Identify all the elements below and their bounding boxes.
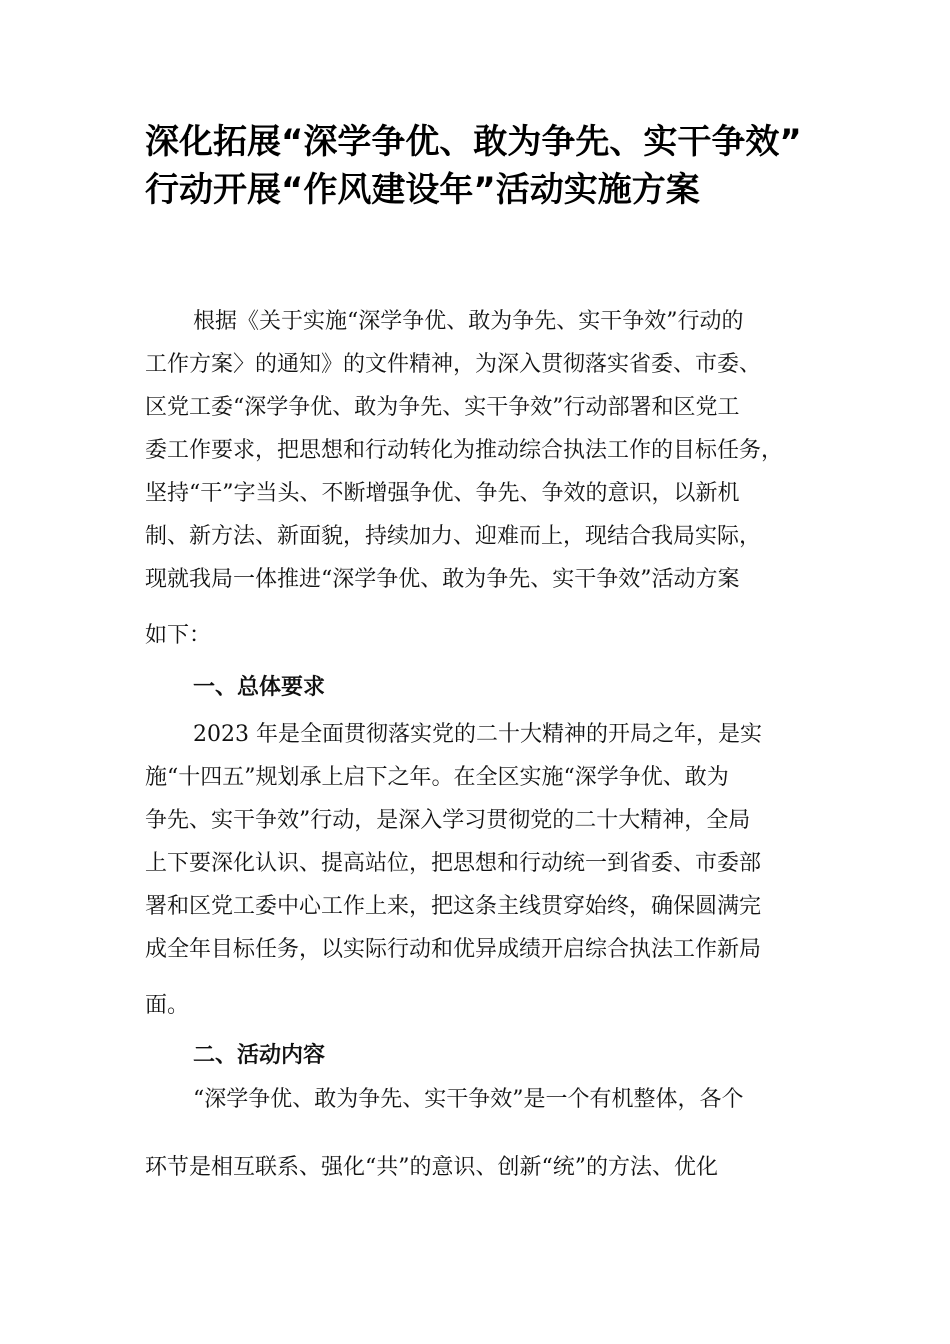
intro-line-5: 坚持“干”字当头、不断增强争优、争先、争效的意识，以新机 xyxy=(145,481,740,506)
section2-line-1: “深学争优、敢为争先、实干争效”是一个有机整体，各个 xyxy=(193,1087,744,1112)
page-title xyxy=(145,118,845,214)
section2-line-2: 环节是相互联系、强化“共”的意识、创新“统”的方法、优化 xyxy=(145,1155,718,1180)
section1-line-2: 施“十四五”规划承上启下之年。在全区实施“深学争优、敢为 xyxy=(145,765,729,790)
section1-line-7: 面。 xyxy=(145,993,190,1018)
section1-line-3: 争先、实干争效”行动，是深入学习贯彻党的二十大精神，全局 xyxy=(145,808,751,833)
intro-line-3: 区党工委“深学争优、敢为争先、实干争效”行动部署和区党工 xyxy=(145,395,740,420)
intro-line-8: 如下： xyxy=(145,623,212,648)
intro-line-2: 工作方案〉的通知》的文件精神，为深入贯彻落实省委、市委、 xyxy=(145,352,762,377)
section1-line-1: 2023 年是全面贯彻落实党的二十大精神的开局之年，是实 xyxy=(193,722,762,747)
section-heading-overall-requirements: 一、总体要求 xyxy=(193,675,326,700)
section1-line-6: 成全年目标任务，以实际行动和优异成绩开启综合执法工作新局 xyxy=(145,937,762,962)
intro-line-4: 委工作要求，把思想和行动转化为推动综合执法工作的目标任务， xyxy=(145,438,784,463)
intro-line-6: 制、新方法、新面貌，持续加力、迎难而上，现结合我局实际， xyxy=(145,524,762,549)
intro-line-1: 根据《关于实施“深学争优、敢为争先、实干争效”行动的 xyxy=(193,309,744,334)
intro-line-7: 现就我局一体推进“深学争优、敢为争先、实干争效”活动方案 xyxy=(145,567,740,592)
title-line-2: 行动开展“作风建设年”活动实施方案 xyxy=(145,170,700,210)
title-line-1: 深化拓展“深学争优、敢为争先、实干争效” xyxy=(145,122,802,162)
section-heading-activity-content: 二、活动内容 xyxy=(193,1043,326,1068)
section1-line-5: 署和区党工委中心工作上来，把这条主线贯穿始终，确保圆满完 xyxy=(145,894,762,919)
section1-line-4: 上下要深化认识、提高站位，把思想和行动统一到省委、市委部 xyxy=(145,851,762,876)
